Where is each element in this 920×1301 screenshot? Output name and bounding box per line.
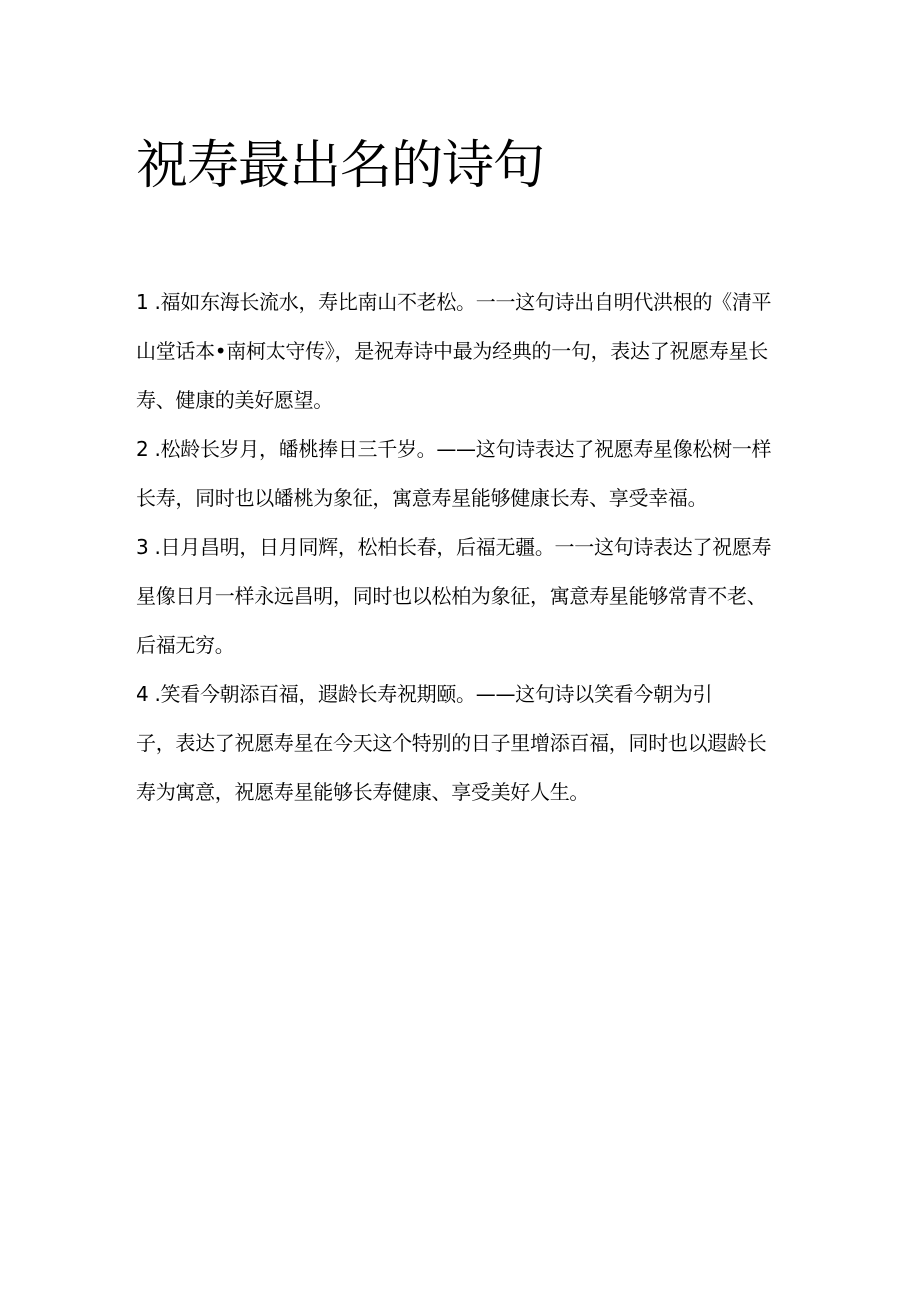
text-line: 星像日月一样永远昌明，同时也以松柏为象征，寓意寿星能够常青不老、 [136, 584, 767, 608]
text-line: 寿为寓意，祝愿寿星能够长寿健康、享受美好人生。 [136, 780, 590, 804]
text-line: 长寿，同时也以皤桃为象征，寓意寿星能够健康长寿、享受幸福。 [136, 486, 708, 510]
text-line: 2 .松龄长岁月，皤桃捧日三千岁。——这句诗表达了祝愿寿星像松树一样 [136, 437, 772, 461]
text-line: 1 .福如东海长流水，寿比南山不老松。一一这句诗出自明代洪根的《清平 [136, 290, 772, 314]
text-line: 3 .日月昌明，日月同辉，松柏长春，后福无疆。一一这句诗表达了祝愿寿 [136, 535, 772, 559]
text-line: 4 .笑看今朝添百福，遐龄长寿祝期颐。——这句诗以笑看今朝为引 [136, 682, 713, 706]
text-line: 山堂话本•南柯太守传》，是祝寿诗中最为经典的一句，表达了祝愿寿星长 [136, 339, 768, 363]
text-line: 子，表达了祝愿寿星在今天这个特别的日子里增添百福，同时也以遐龄长 [136, 731, 767, 755]
document-title: 祝寿最出名的诗句 [136, 136, 545, 196]
text-line: 寿、健康的美好愿望。 [136, 388, 333, 412]
text-line: 后福无穷。 [136, 633, 235, 657]
document-body [136, 282, 788, 821]
